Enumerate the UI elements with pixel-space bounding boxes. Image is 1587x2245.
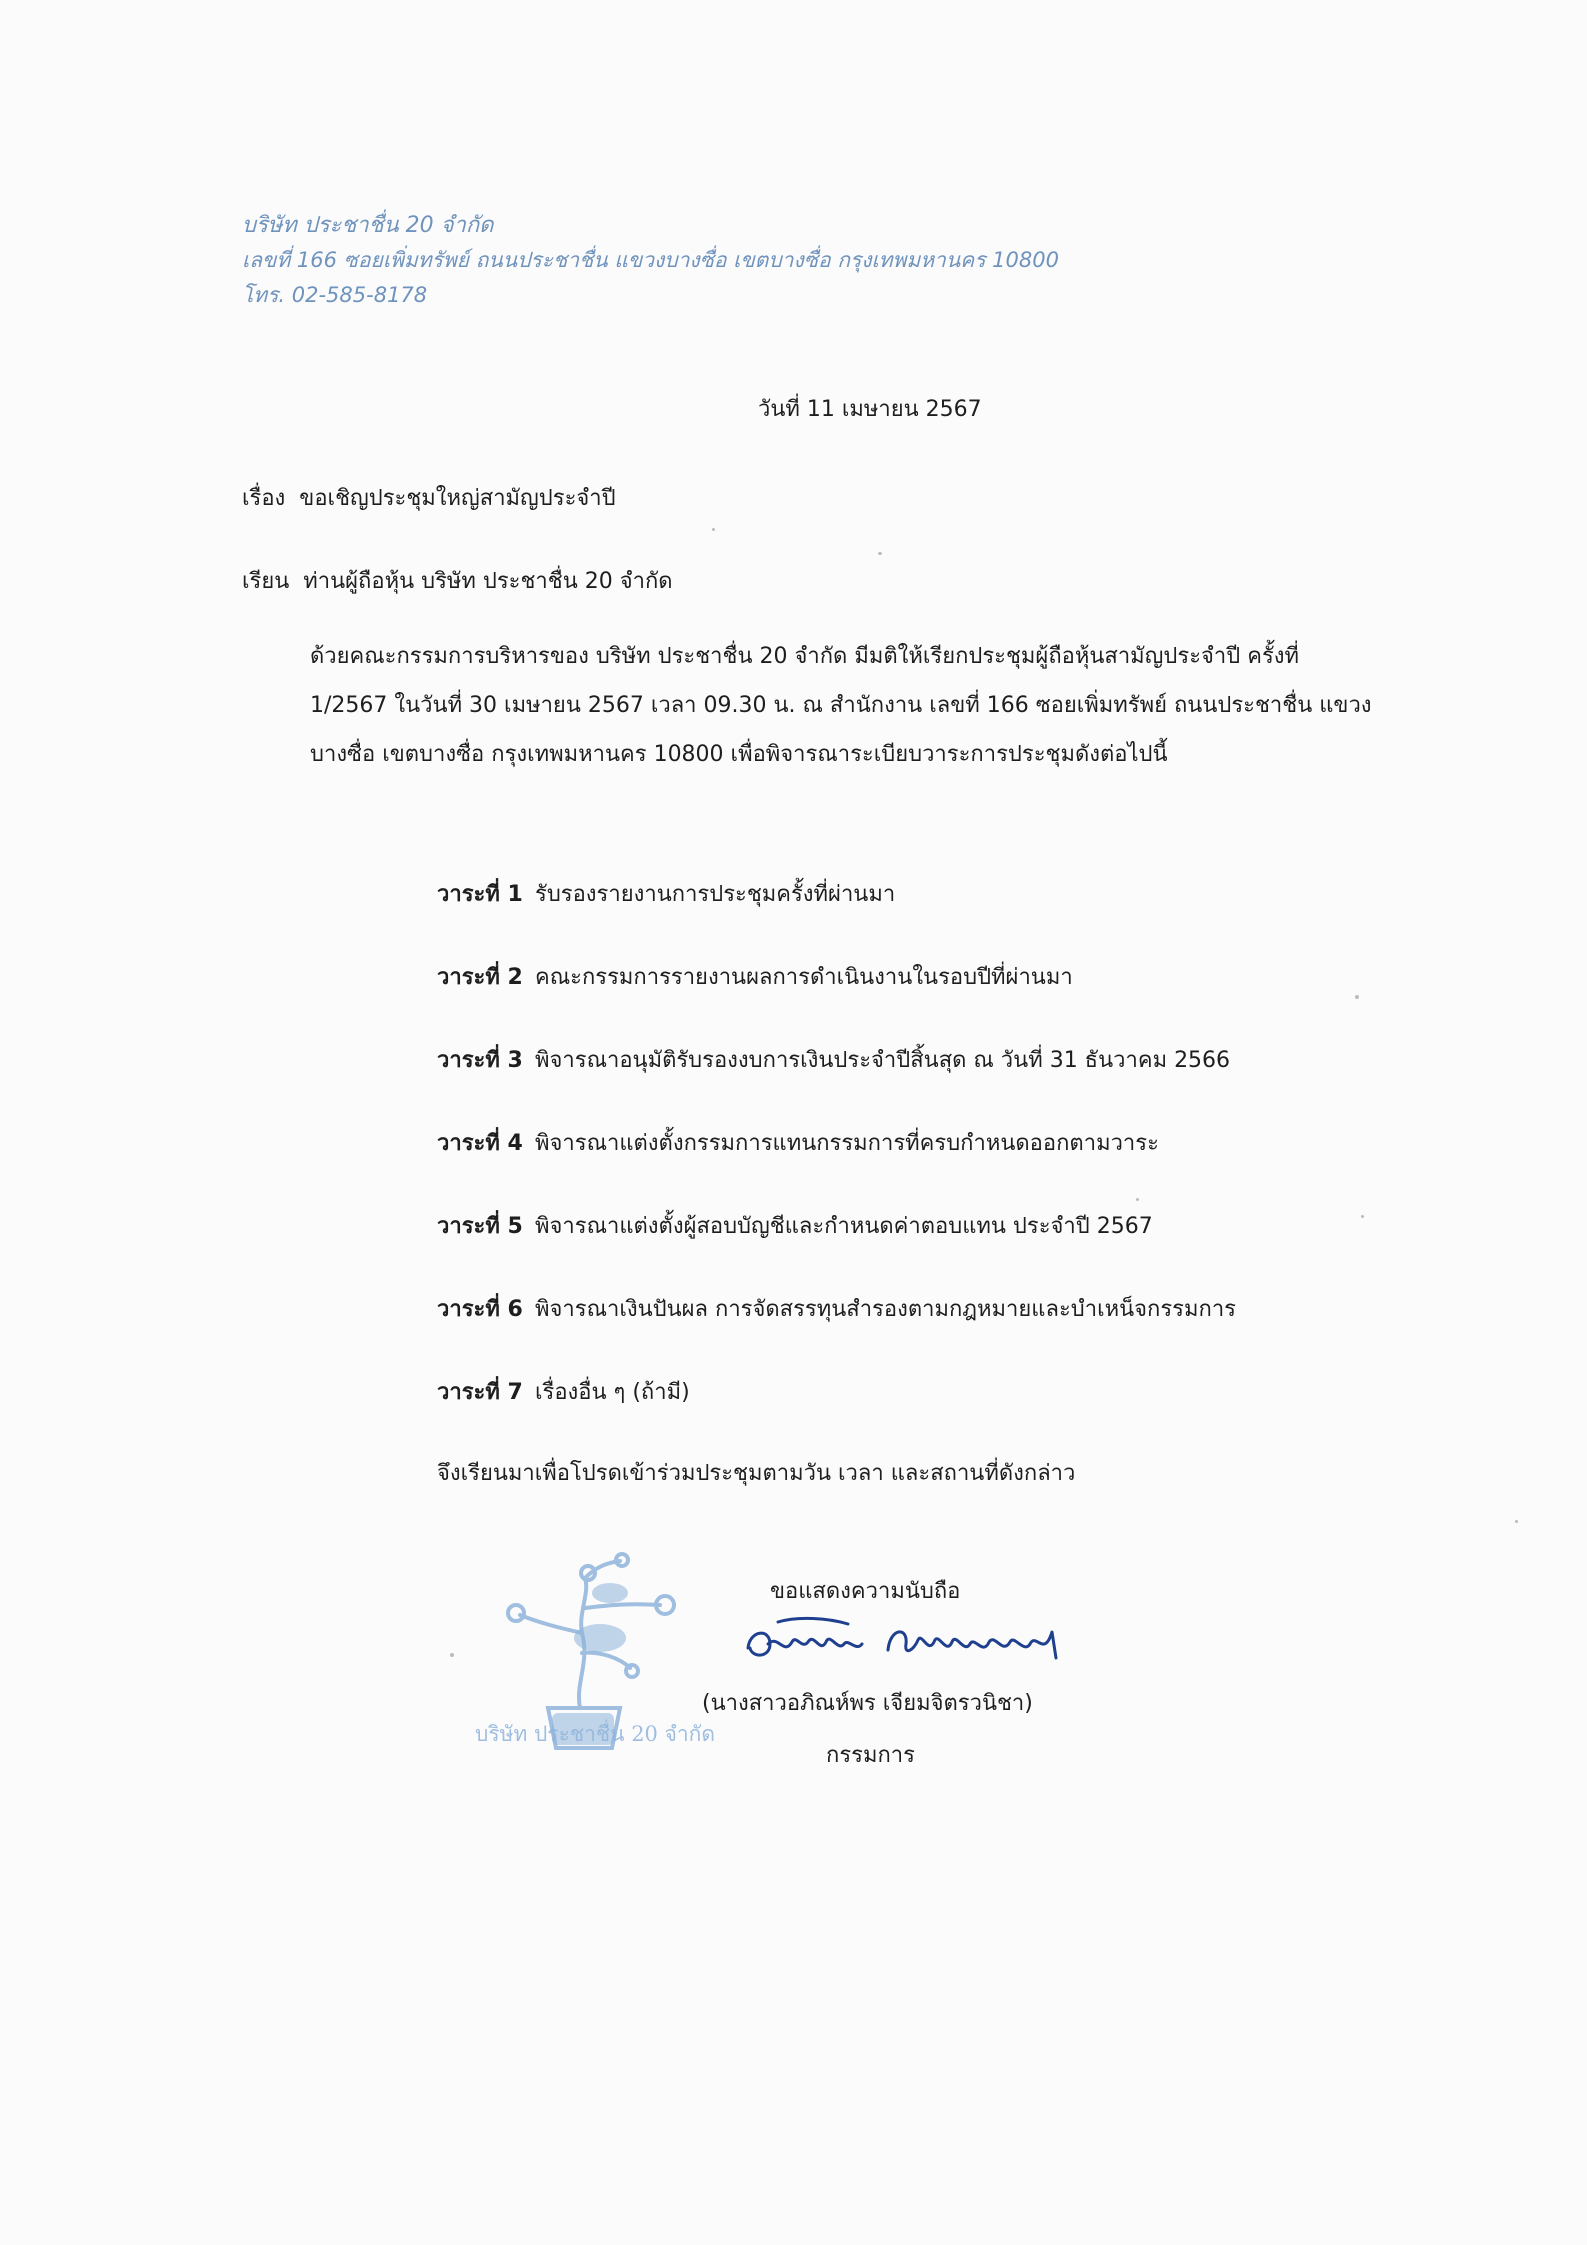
agenda-item [437,1208,1236,1291]
closing-text: จึงเรียนมาเพื่อโปรดเข้าร่วมประชุมตามวัน เวลา และสถานที่ดังกล่าว [437,1461,1076,1486]
agenda-text: พิจารณาแต่งตั้งผู้สอบบัญชีและกำหนดค่าตอบแทน ประจำปี 2567 [535,1214,1153,1239]
agenda-list [437,876,1236,1457]
body-text: ด้วยคณะกรรมการบริหารของ บริษัท ประชาชื่น 20 จำกัด มีมติให้เรียกประชุมผู้ถือหุ้นสามัญประจำปี ครั้งที่ 1/2567 ในวันที่ 30 เมษายน 2567 เวลา 09.30 น. ณ สำนักงาน เลขที่ 166 ซอยเพิ่มทรัพย์ ถนนประชาชื่น แขวงบางซื่อ เขตบางซื่อ กรุงเทพมหานคร 10800 เพื่อพิจารณาระเบียบวาระการประชุมดังต่อไปนี้ [310,644,1372,767]
company-name: บริษัท ประชาชื่น 20 จำกัด [242,213,494,238]
agenda-item [437,1291,1236,1374]
agenda-item [437,1042,1236,1125]
agenda-number: วาระที่ 5 [437,1214,523,1239]
agenda-number: วาระที่ 6 [437,1297,523,1322]
agenda-number: วาระที่ 4 [437,1131,523,1156]
agenda-number: วาระที่ 7 [437,1380,523,1405]
scan-speck [1136,1198,1139,1201]
agenda-item [437,1125,1236,1208]
stamp-label: บริษัท ประชาชื่น 20 จำกัด [475,1722,716,1746]
agenda-number: วาระที่ 3 [437,1048,523,1073]
company-address: เลขที่ 166 ซอยเพิ่มทรัพย์ ถนนประชาชื่น แขวงบางซื่อ เขตบางซื่อ กรุงเทพมหานคร 10800 [242,248,1059,272]
subject-text: ขอเชิญประชุมใหญ่สามัญประจำปี [299,486,616,511]
scan-speck [1361,1215,1364,1218]
signer-position: กรรมการ [826,1743,915,1768]
agenda-text: คณะกรรมการรายงานผลการดำเนินงานในรอบปีที่ผ่านมา [535,965,1073,990]
scan-speck [450,1653,454,1657]
agenda-text: พิจารณาแต่งตั้งกรรมการแทนกรรมการที่ครบกำหนดออกตามวาระ [535,1131,1159,1156]
letter-date: วันที่ 11 เมษายน 2567 [758,397,982,422]
agenda-text: พิจารณาอนุมัติรับรองงบการเงินประจำปีสิ้นสุด ณ วันที่ 31 ธันวาคม 2566 [535,1048,1231,1073]
agenda-text: พิจารณาเงินปันผล การจัดสรรทุนสำรองตามกฎหมายและบำเหน็จกรรมการ [535,1297,1236,1322]
regards-text: ขอแสดงความนับถือ [770,1579,961,1604]
letterhead [242,208,1059,313]
recipient-label: เรียน [242,569,290,594]
recipient-line [242,563,673,598]
agenda-item [437,876,1236,959]
agenda-number: วาระที่ 2 [437,965,523,990]
agenda-item [437,959,1236,1042]
scan-speck [1355,995,1359,999]
agenda-text: เรื่องอื่น ๆ (ถ้ามี) [535,1380,690,1405]
scan-speck [878,552,882,555]
subject-line [242,480,616,515]
subject-label: เรื่อง [242,486,286,511]
agenda-text: รับรองรายงานการประชุมครั้งที่ผ่านมา [535,882,896,907]
company-phone: โทร. 02-585-8178 [242,283,428,307]
handwritten-signature [738,1608,1098,1672]
scan-speck [1515,1520,1518,1523]
scan-speck [712,528,715,531]
signer-name: (นางสาวอภิณห์พร เจียมจิตรวนิชา) [702,1691,1033,1716]
agenda-item [437,1374,1236,1457]
body-paragraph [310,632,1372,779]
recipient-text: ท่านผู้ถือหุ้น บริษัท ประชาชื่น 20 จำกัด [303,569,673,594]
agenda-number: วาระที่ 1 [437,882,523,907]
